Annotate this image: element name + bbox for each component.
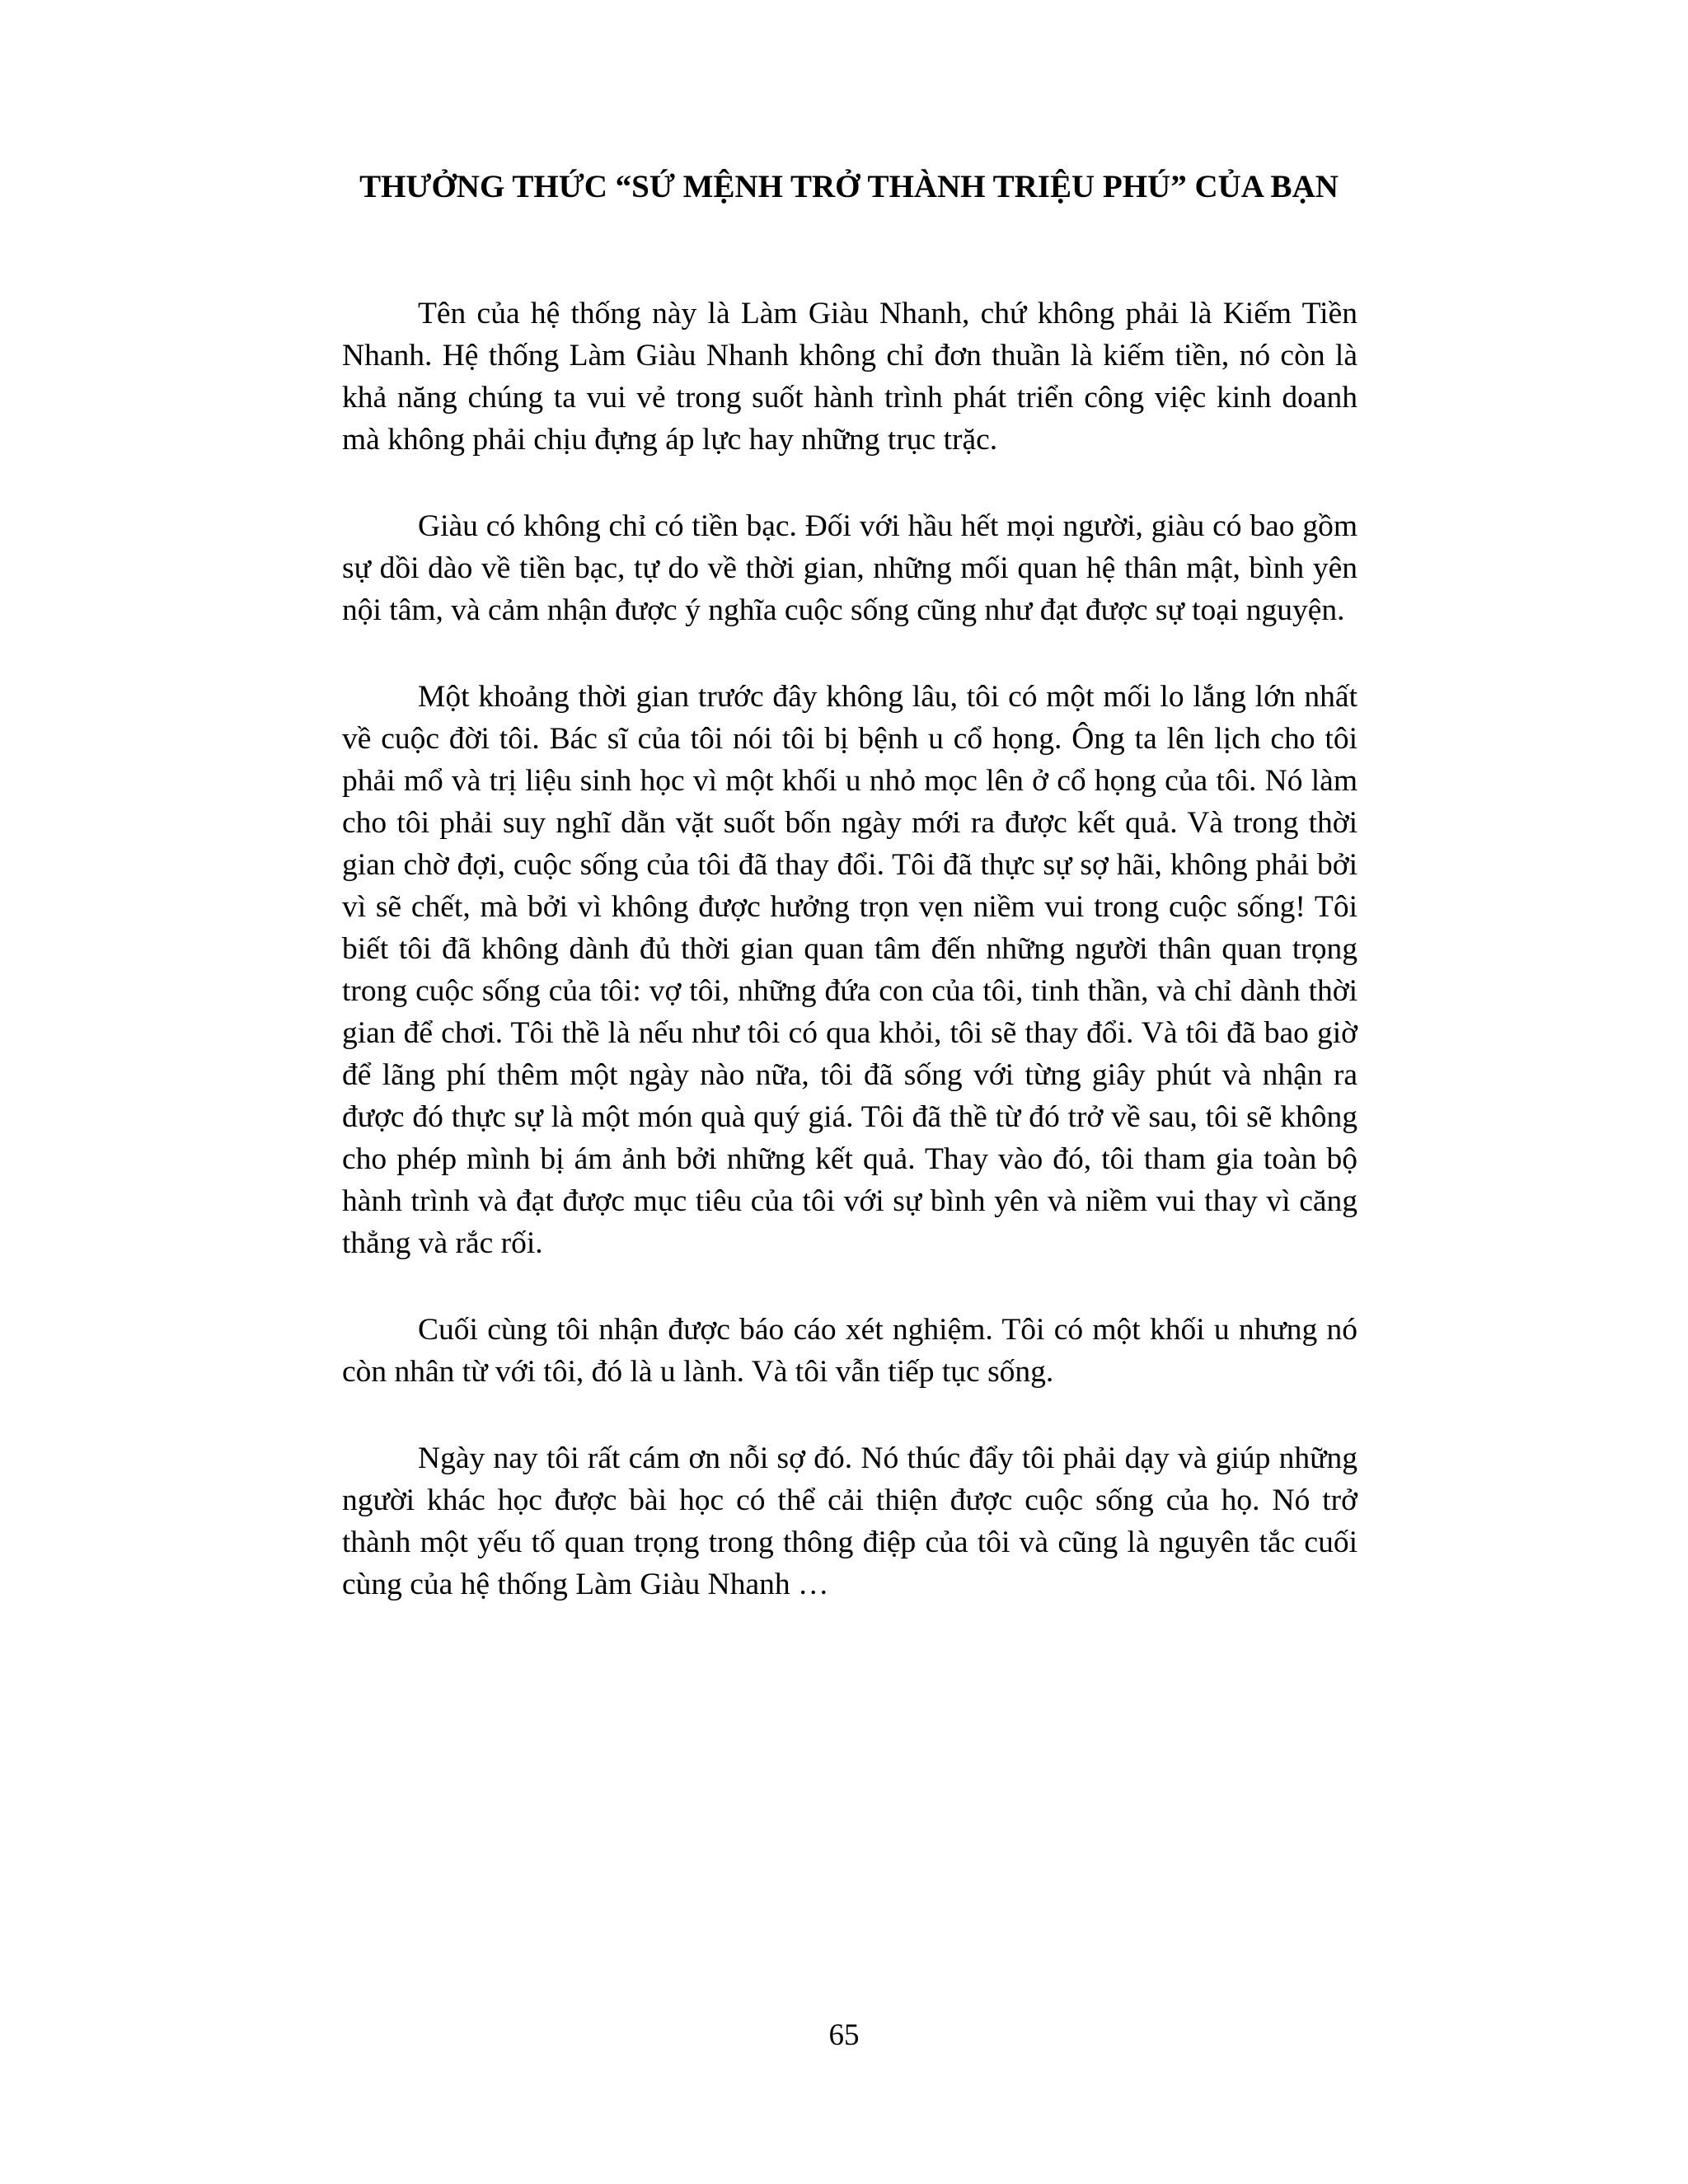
paragraph: Ngày nay tôi rất cám ơn nỗi sợ đó. Nó thúc đẩy tôi phải dạy và giúp những người khác học được bài học có thể cải thiện được cuộc sống của họ. Nó trở thành một yếu tố quan trọng trong thông điệp của tôi và cũng là nguyên tắc cuối cùng của hệ thống Làm Giàu Nhanh … — [342, 1441, 1357, 1601]
paragraph: Cuối cùng tôi nhận được báo cáo xét nghiệm. Tôi có một khối u nhưng nó còn nhân từ với tôi, đó là u lành. Và tôi vẫn tiếp tục sống. — [342, 1313, 1357, 1389]
paragraph: Một khoảng thời gian trước đây không lâu, tôi có một mối lo lắng lớn nhất về cuộc đời tôi. Bác sĩ của tôi nói tôi bị bệnh u cổ họng. Ông ta lên lịch cho tôi phải mổ và trị liệu sinh học vì một khối u nhỏ mọc lên ở cổ họng của tôi. Nó làm cho tôi phải suy nghĩ dằn vặt suốt bốn ngày mới ra được kết quả. Và trong thời gian chờ đợi, cuộc sống của tôi đã thay đổi. Tôi đã thực sự sợ hãi, không phải bởi vì sẽ chết, mà bởi vì không được hưởng trọn vẹn niềm vui trong cuộc sống! Tôi biết tôi đã không dành đủ thời gian quan tâm đến những người thân quan trọng trong cuộc sống của tôi: vợ tôi, những đứa con của tôi, tinh thần, và chỉ dành thời gian để chơi. Tôi thề là nếu như tôi có qua khỏi, tôi sẽ thay đổi. Và tôi đã bao giờ để lãng phí thêm một ngày nào nữa, tôi đã sống với từng giây phút và nhận ra được đó thực sự là một món quà quý giá. Tôi đã thề từ đó trở về sau, tôi sẽ không cho phép mình bị ám ảnh bởi những kết quả. Thay vào đó, tôi tham gia toàn bộ hành trình và đạt được mục tiêu của tôi với sự bình yên và niềm vui thay vì căng thẳng và rắc rối. — [342, 680, 1357, 1260]
paragraph: Giàu có không chỉ có tiền bạc. Đối với hầu hết mọi người, giàu có bao gồm sự dồi dào về tiền bạc, tự do về thời gian, những mối quan hệ thân mật, bình yên nội tâm, và cảm nhận được ý nghĩa cuộc sống cũng như đạt được sự toại nguyện. — [342, 509, 1357, 627]
body-text — [342, 293, 1357, 1650]
page-title: THƯỞNG THỨC “SỨ MỆNH TRỞ THÀNH TRIỆU PHÚ” CỦA BẠN — [359, 169, 1339, 204]
page-number: 65 — [828, 2018, 860, 2052]
paragraph: Tên của hệ thống này là Làm Giàu Nhanh, chứ không phải là Kiếm Tiền Nhanh. Hệ thống Làm Giàu Nhanh không chỉ đơn thuần là kiếm tiền, nó còn là khả năng chúng ta vui vẻ trong suốt hành trình phát triển công việc kinh doanh mà không phải chịu đựng áp lực hay những trục trặc. — [342, 297, 1357, 457]
